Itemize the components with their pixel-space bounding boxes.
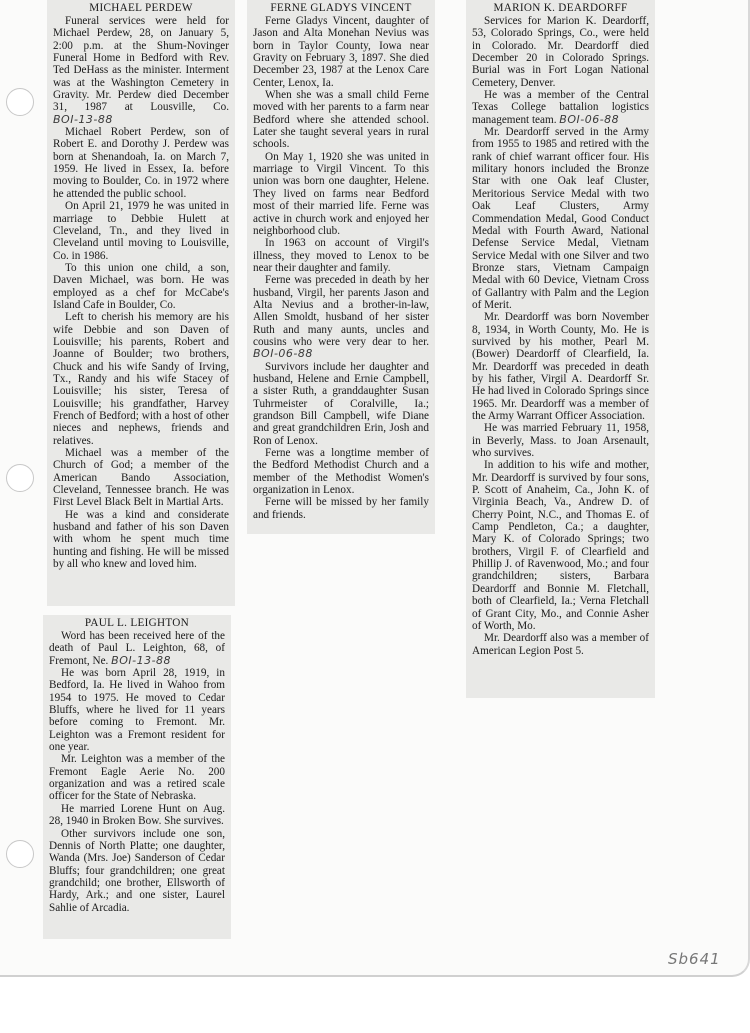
handwritten-page-number: Sb641: [668, 950, 721, 968]
handwritten-note: BOI-06-88: [253, 347, 313, 361]
binder-hole-top: [6, 88, 34, 116]
obituary-ferne-vincent: [247, 0, 435, 534]
obituary-paragraph: He was a member of the Central Texas College battalion logistics management team. BOI-06-88: [472, 89, 649, 126]
handwritten-note: BOI-13-88: [111, 653, 172, 667]
obituary-marion-deardorff: [466, 0, 655, 698]
obituary-title: MARION K. DEARDORFF: [493, 2, 628, 14]
obituary-paragraph: Other survivors include one son, Dennis of North Platte; one daughter, Wanda (Mrs. Joe) Sanderson of Cedar Bluffs; four grandchildren; one great grandchild; one brother, Ellsworth of Hardy, Ark.; and one sister, Laurel Sahlie of Arcadia.: [49, 827, 225, 914]
obituary-paragraph: To this union one child, a son, Daven Michael, was born. He was employed as a chef for McCabe's Island Cafe in Boulder, Co.: [53, 261, 229, 311]
handwritten-note: BOI-06-88: [559, 112, 620, 126]
obituary-paragraph: He was married February 11, 1958, in Beverly, Mass. to Joan Arsenault, who survives.: [472, 422, 649, 460]
obituary-paragraph: Survivors include her daughter and husband, Helene and Ernie Campbell, a sister Ruth, a granddaughter Susan Tuhrmeister of Coralville, Ia.; grandson Bill Campbell, wife Diane and great grandchildren Erin, Josh and Ron of Lenox.: [253, 360, 429, 447]
obituary-title: PAUL L. LEIGHTON: [84, 617, 190, 629]
obituary-paul-leighton: [43, 615, 231, 939]
obituary-paragraph: Mr. Deardorff also was a member of American Legion Post 5.: [472, 632, 649, 657]
obituary-paragraph: Word has been received here of the death of Paul L. Leighton, 68, of Fremont, Ne. BOI-13-88: [49, 630, 225, 667]
obituary-paragraph: On May 1, 1920 she was united in marriage to Virgil Vincent. To this union was born one daughter, Helene. They lived on farms near Bedford most of their married life. Ferne was active in church work and enjoyed her neighborhood club.: [253, 150, 429, 237]
obituary-paragraph: He was born April 28, 1919, in Bedford, Ia. He lived in Wahoo from 1954 to 1975. He moved to Cedar Bluffs, where he lived for 11 years before coming to Fremont. Mr. Leighton was a Fremont resident for one year.: [49, 667, 225, 754]
obituary-paragraph: Ferne was preceded in death by her husband, Virgil, her parents Jason and Alta Nevius and a brother-in-law, Allen Smoldt, husband of her sister Ruth and many aunts, uncles and cousins who were very dear to her. BOI-06-88: [253, 274, 429, 361]
binder-hole-middle: [6, 464, 34, 492]
handwritten-note: BOI-13-88: [53, 112, 113, 126]
obituary-paragraph: He married Lorene Hunt on Aug. 28, 1940 in Broken Bow. She survives.: [49, 802, 225, 828]
obituary-michael-perdew: [47, 0, 235, 606]
obituary-paragraph: Services for Marion K. Deardorff, 53, Colorado Springs, Co., were held in Colorado. Mr. Deardorff died December 20 in Colorado Springs. Burial was in Fort Logan National Cemetery, Denver.: [472, 15, 649, 89]
obituary-paragraph: Funeral services were held for Michael Perdew, 28, on January 5, 2:00 p.m. at the Shum-Novinger Funeral Home in Bedford with Rev. Ted DeHass as the minister. Interment was at the Washington Cemetery in Gravity. Mr. Perdew died December 31, 1987 at Lousville, Co. BOI-13-88: [53, 15, 229, 126]
obituary-paragraph: Ferne was a longtime member of the Bedford Methodist Church and a member of the Methodist Women's organization in Lenox.: [253, 447, 429, 497]
obituary-paragraph: Michael Robert Perdew, son of Robert E. and Dorothy J. Perdew was born at Shenandoah, Ia. on March 7, 1959. He lived in Essex, Ia. before moving to Boulder, Co. in 1972 where he attended the public school.: [53, 126, 229, 200]
obituary-title: FERNE GLADYS VINCENT: [270, 2, 412, 14]
obituary-paragraph: Mr. Leighton was a member of the Fremont Eagle Aerie No. 200 organization and was a retired scale officer for the State of Nebraska.: [49, 753, 225, 803]
obituary-paragraph: Michael was a member of the Church of God; a member of the American Bando Association, Cleveland, Tennessee branch. He was First Level Black Belt in Martial Arts.: [53, 447, 229, 509]
binder-hole-bottom: [6, 840, 34, 868]
obituary-paragraph: Mr. Deardorff served in the Army from 1955 to 1985 and retired with the rank of chief warrant officer four. His military honors included the Bronze Star with one Oak leaf Cluster, Meritorious Service Medal with two Oak Leaf Clusters, Army Commendation Medal, Good Conduct Medal with Fourth Award, National Defense Service Medal, Vietnam Service Medal with one Silver and two Bronze stars, Vietnam Campaign Medal with 60 Device, Vietnam Cross of Gallantry with Palm and the Legion of Merit.: [472, 126, 649, 311]
obituary-paragraph: On April 21, 1979 he was united in marriage to Debbie Hulett at Cleveland, Tn., and they lived in Cleveland until moving to Louisville, Co. in 1986.: [53, 200, 229, 262]
obituary-paragraph: In 1963 on account of Virgil's illness, they moved to Lenox to be near their daughter and family.: [253, 237, 429, 274]
obituary-paragraph: When she was a small child Ferne moved with her parents to a farm near Bedford where she attended school. Later she taught several years in rural schools.: [253, 89, 429, 151]
obituary-paragraph: He was a kind and considerate husband and father of his son Daven with whom he spent much time hunting and fishing. He will be missed by all who knew and loved him.: [53, 508, 229, 571]
obituary-paragraph: In addition to his wife and mother, Mr. Deardorff is survived by four sons, P. Scott of Anaheim, Ca., John K. of Virginia Beach, Va., Andrew D. of Cherry Point, N.C., and Thomas E. of Camp Pendleton, Ca.; a daughter, Mary K. of Colorado Springs; two brothers, Virgil F. of Clearfield and Phillip J. of Ravenwood, Mo.; and four grandchildren; sisters, Barbara Deardorff and Bonnie M. Fletchall, both of Clearfield, Ia.; Verna Fletchall of Grant City, Mo., and Connie Asher of Worth, Mo.: [472, 459, 649, 632]
obituary-title: MICHAEL PERDEW: [89, 2, 193, 14]
obituary-paragraph: Ferne Gladys Vincent, daughter of Jason and Alta Monehan Nevius was born in Taylor County, Iowa near Gravity on February 3, 1897. She died December 23, 1987 at the Lenox Care Center, Lenox, Ia.: [253, 15, 429, 89]
obituary-paragraph: Ferne will be missed by her family and friends.: [253, 496, 429, 521]
obituary-paragraph: Mr. Deardorff was born November 8, 1934, in Worth County, Mo. He is survived by his mother, Pearl M. (Bower) Deardorff of Clearfield, Ia. Mr. Deardorff was preceded in death by his father, Virgil A. Deardorff Sr. He had lived in Colorado Springs since 1965. Mr. Deardorff was a member of the Army Warrant Officer Association.: [472, 311, 649, 422]
obituary-paragraph: Left to cherish his memory are his wife Debbie and son Daven of Louisville; his parents, Robert and Joanne of Boulder; two brothers, Chuck and his wife Sandy of Irving, Tx., Randy and his wife Stacey of Louisville; his sister, Teresa of Louisville; his grandfather, Harvey French of Bedford; with a host of other nieces and nephews, friends and relatives.: [53, 311, 229, 447]
